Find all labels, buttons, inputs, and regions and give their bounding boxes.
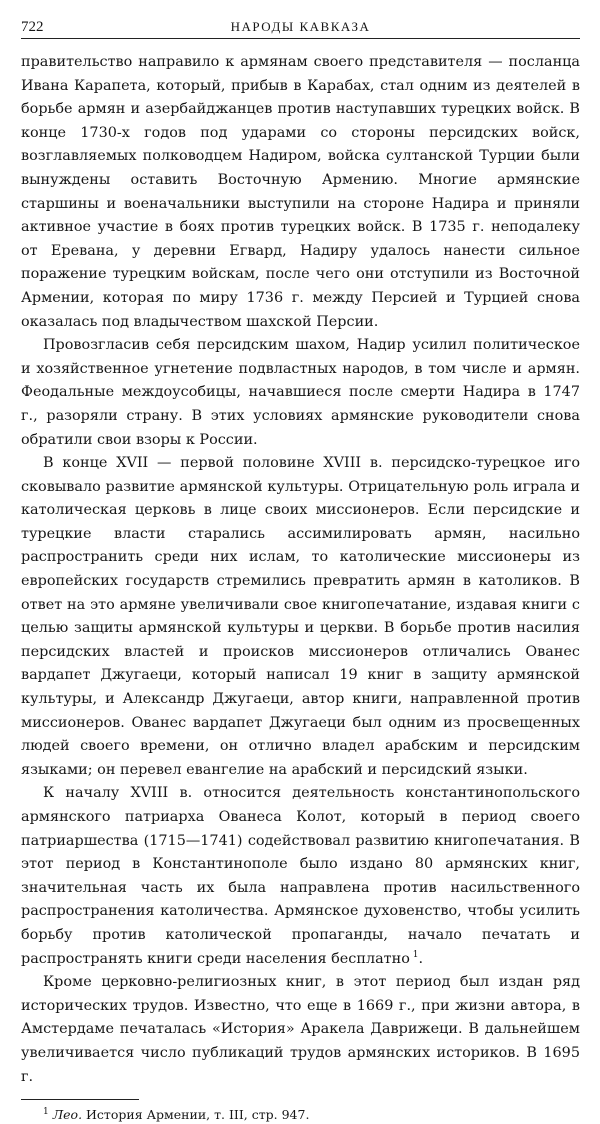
paragraph: Кроме церковно-религиозных книг, в этот период был издан ряд исторических трудов. Известно, что еще в 1669 г., при жизни автора, в Амстердаме печаталась «История» Аракела Даврижеци. В дальнейшем увеличивается число публикаций трудов армянских историков. В 1695 г.	[21, 974, 580, 1085]
footnote-reference: 1	[412, 949, 419, 960]
footnote-text: История Армении, т. III, стр. 947.	[86, 1107, 310, 1123]
paragraph-text: К началу XVIII в. относится деятельность константинопольского армянского патриарха Ованеса Колот, который в период своего патриаршества (1715—1741) содействовал развитию книгопечатания. В этот период в Константинополе было издано 80 армянских книг, значительная часть их была направлена против насильственного распространения католичества. Армянское духовенство, чтобы усилить борьбу против католической пропаганды, начало печатать и распространять книги среди населения бесплатно	[21, 785, 580, 967]
page-header	[21, 12, 580, 39]
paragraph: К началу XVIII в. относится деятельность константинопольского армянского патриарха Ованеса Колот, который в период своего патриаршества (1715—1741) содействовал развитию книгопечатания. В этот период в Константинополе было издано 80 армянских книг, значительная часть их была направлена против насильственного распространения католичества. Армянское духовенство, чтобы усилить борьбу против католической пропаганды, начало печатать и распространять книги среди населения бесплатно $^1$.	[21, 785, 580, 967]
paragraph: В конце XVII — первой половине XVIII в. персидско-турецкое иго сковывало развитие армянской культуры. Отрицательную роль играла и католическая церковь в лице своих миссионеров. Если персидские и турецкие власти старались ассимилировать армян, насильно распространить среди них ислам, то католические миссионеры из европейских государств стремились превратить армян в католиков. В ответ на это армяне увеличивали свое книгопечатание, издавая книги с целью защиты армянской культуры и церкви. В борьбе против насилия персидских властей и происков миссионеров отличались Ованес вардапет Джугаеци, который написал 19 книг в защиту армянской культуры, и Александр Джугаеци, автор книги, направленной против миссионеров. Ованес вардапет Джугаеци был одним из просвещенных людей своего времени, он отлично владел арабским и персидским языками; он перевел евангелие на арабский и персидский языки.	[21, 455, 580, 778]
running-title: НАРОДЫ КАВКАЗА	[230, 19, 371, 34]
footnote-mark: 1	[43, 1106, 49, 1117]
footnote	[21, 1106, 580, 1124]
footnote-divider	[21, 1099, 139, 1100]
book-page	[21, 12, 580, 1124]
paragraph: Провозгласив себя персидским шахом, Надир усилил политическое и хозяйственное угнетение подвластных народов, в том числе и армян. Феодальные междоусобицы, начавшиеся после смерти Надира в 1747 г., разоряли страну. В этих условиях армянские руководители снова обратили свои взоры к России.	[21, 337, 580, 448]
page-number: 722	[21, 19, 44, 35]
footnote-author: Лео.	[52, 1107, 83, 1123]
paragraph: правительство направило к армянам своего представителя — посланца Ивана Карапета, который, прибыв в Карабах, стал одним из деятелей в борьбе армян и азербайджанцев против наступавших турецких войск. В конце 1730-х годов под ударами со стороны персидских войск, возглавляемых полководцем Надиром, войска султанской Турции были вынуждены оставить Восточную Армению. Многие армянские старшины и военачальники выступили на стороне Надира и приняли активное участие в боях против турецких войск. В 1735 г. неподалеку от Еревана, у деревни Егвард, Надиру удалось нанести сильное поражение турецким войскам, после чего они отступили из Восточной Армении, которая по миру 1736 г. между Персией и Турцией снова оказалась под владычеством шахской Персии.	[21, 54, 580, 330]
body-text	[21, 51, 580, 1089]
